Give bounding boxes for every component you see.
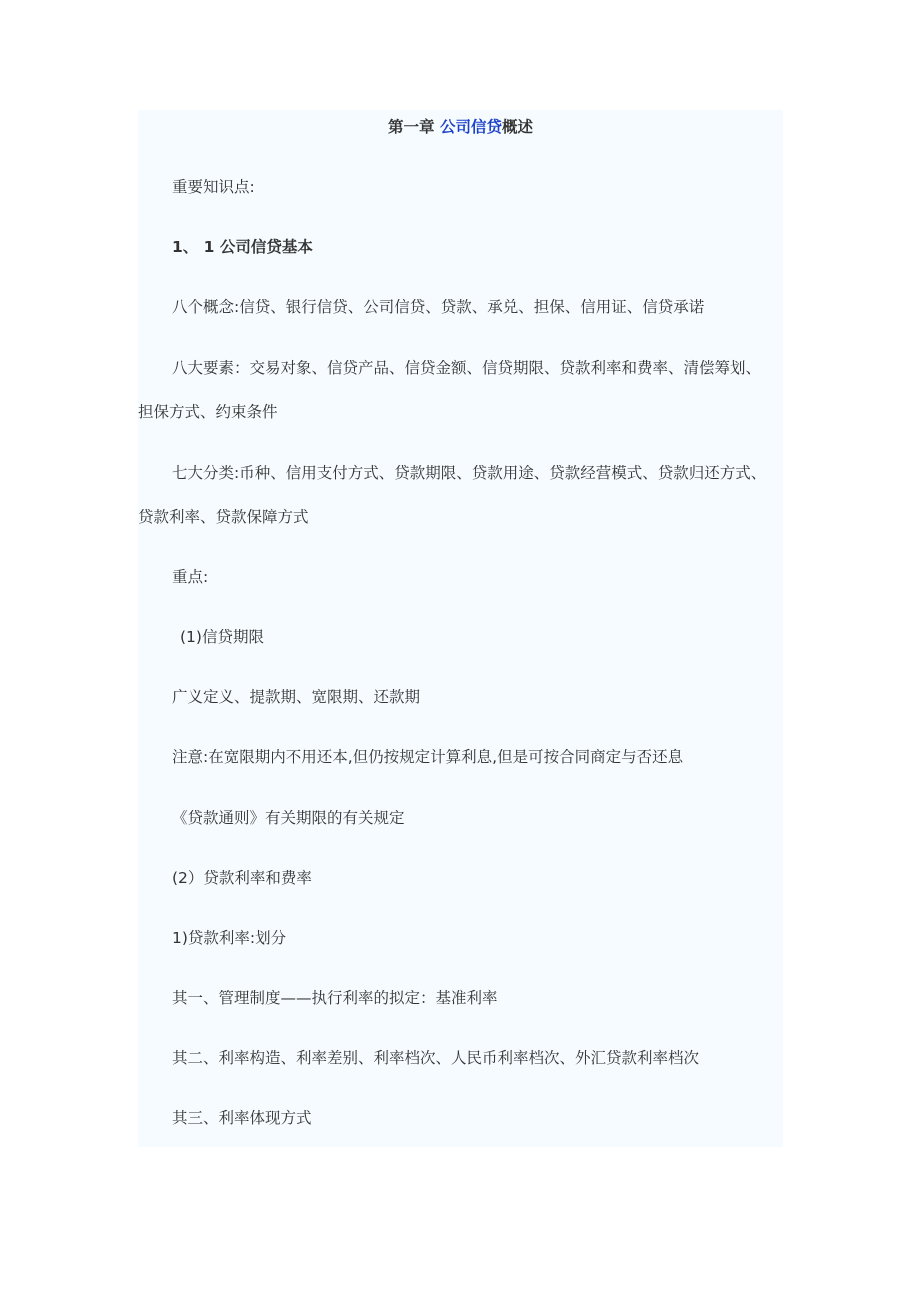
emphasis-heading: 重点: [172,568,209,586]
paragraph-seven-categories-line1: 七大分类:币种、信用支付方式、贷款期限、贷款用途、贷款经营模式、贷款归还方式、 [172,464,767,482]
paragraph-loan-rules: 《贷款通则》有关期限的有关规定 [172,809,405,827]
section-heading: 1、 1 公司信贷基本 [172,238,313,256]
paragraph-grace-period-note: 注意:在宽限期内不用还本,但仍按规定计算利息,但是可按合同商定与否还息 [172,748,684,766]
paragraph-seven-categories-line2: 贷款利率、贷款保障方式 [138,508,309,526]
subheading-credit-term: (1)信贷期限 [180,628,264,646]
paragraph-management-system: 其一、管理制度——执行利率的拟定：基准利率 [172,989,498,1007]
paragraph-rate-expression: 其三、利率体现方式 [172,1109,312,1127]
paragraph-rate-structure: 其二、利率构造、利率差别、利率档次、人民币利率档次、外汇贷款利率档次 [172,1049,700,1067]
key-points-heading: 重要知识点: [172,178,255,196]
chapter-number: 第一章 [388,118,435,136]
paragraph-credit-term-definition: 广义定义、提款期、宽限期、还款期 [172,688,421,706]
chapter-title [138,117,783,137]
chapter-topic-link[interactable]: 公司信贷 [439,118,502,136]
subheading-interest-rate: (2）贷款利率和费率 [172,869,312,887]
paragraph-eight-concepts: 八个概念:信贷、银行信贷、公司信贷、贷款、承兑、担保、信用证、信贷承诺 [172,298,705,316]
paragraph-eight-elements-line2: 担保方式、约束条件 [138,403,278,421]
paragraph-eight-elements-line1: 八大要素：交易对象、信贷产品、信贷金额、信贷期限、贷款利率和费率、清偿筹划、 [172,359,762,377]
chapter-title-suffix: 概述 [501,118,533,136]
paragraph-interest-classification: 1)贷款利率:划分 [172,929,287,947]
document-panel [138,110,783,1147]
